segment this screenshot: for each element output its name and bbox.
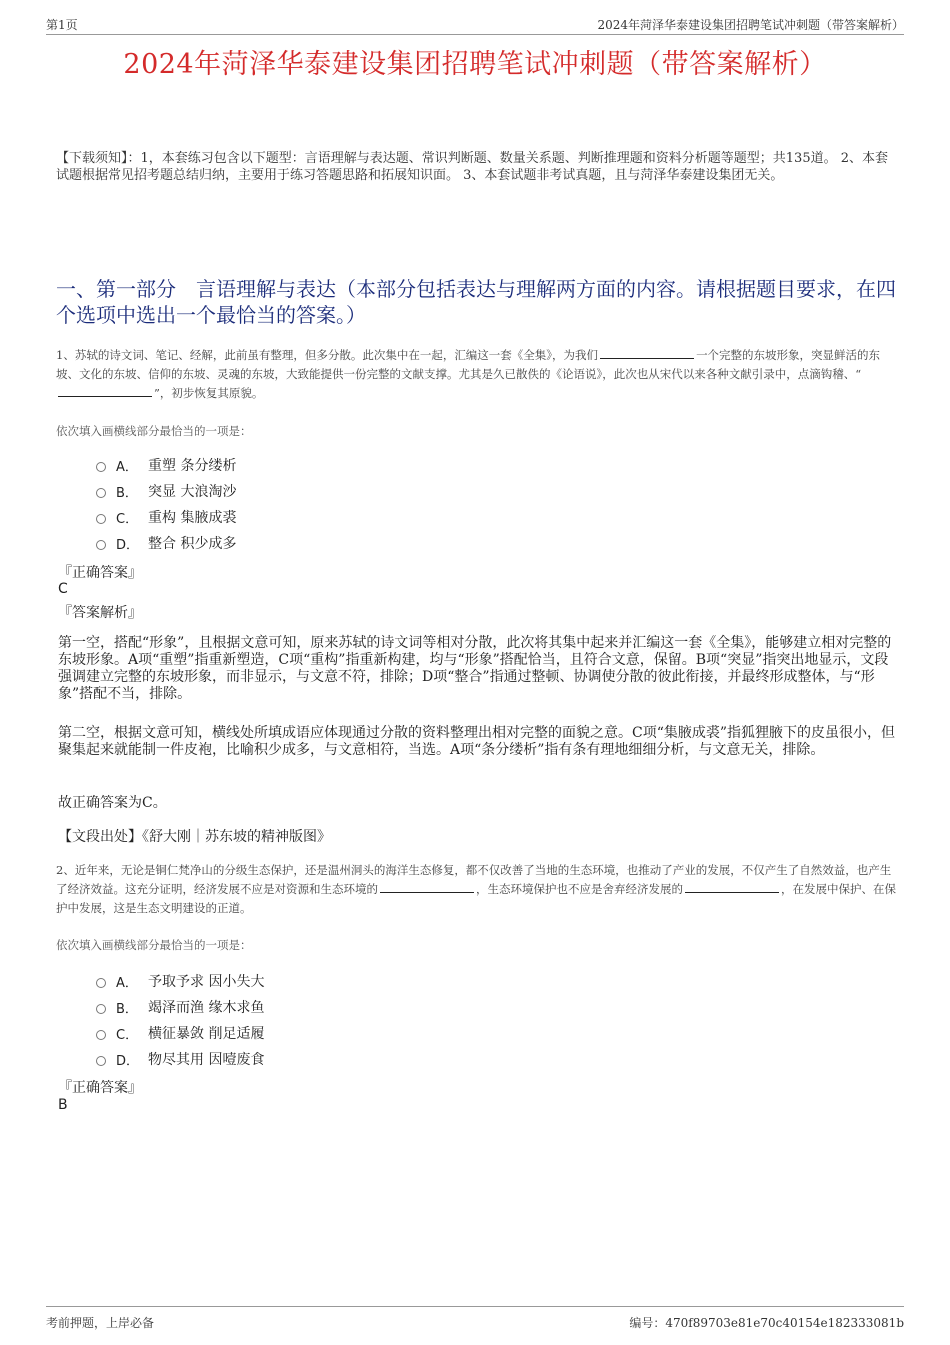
option-letter: A．	[116, 975, 138, 991]
option-a[interactable]	[96, 968, 264, 994]
header-doc-title: 2024年菏泽华泰建设集团招聘笔试冲刺题（带答案解析）	[597, 18, 904, 32]
option-text: 突显 大浪淘沙	[148, 484, 237, 500]
option-letter: B．	[116, 1001, 138, 1017]
fill-blank	[58, 384, 152, 397]
analysis-paragraph-1: 第一空，搭配“形象”，且根据文意可知，原来苏轼的诗文词等相对分散，此次将其集中起来并汇编这一套《全集》，能够建立相对完整的东坡形象。A项“重塑”指重新塑造，C项“重构”指重新构建，均与“形象”搭配恰当，且符合文意，保留。B项“突显”指突出地显示，文段强调建立完整的东坡形象，而非显示，与文意不符，排除；D项“整合”指通过整顿、协调使分散的彼此衔接，并最终形成整体，与“形象”搭配不当，排除。	[58, 635, 892, 702]
answer-label: 『正确答案』	[58, 565, 142, 581]
radio-icon[interactable]	[96, 978, 106, 988]
option-letter: D．	[116, 537, 140, 553]
option-letter: C．	[116, 1027, 139, 1043]
radio-icon[interactable]	[96, 514, 106, 524]
question-2-prompt: 依次填入画横线部分最恰当的一项是：	[56, 938, 252, 952]
option-b[interactable]	[96, 478, 236, 504]
option-text: 予取予求 因小失大	[148, 974, 265, 990]
stem-part: ，生态环境保护也不应是舍弃经济发展的	[476, 882, 683, 896]
option-letter: B．	[116, 485, 138, 501]
option-text: 整合 积少成多	[148, 536, 237, 552]
option-d[interactable]	[96, 530, 236, 556]
download-notice: 【下载须知】：1，本套练习包含以下题型：言语理解与表达题、常识判断题、数量关系题、判断推理题和资料分析题等题型；共135道。 2、本套试题根据常见招考题总结归纳，主要用于练习答题思路和拓展知识面。 3、本套试题非考试真题，且与菏泽华泰建设集团无关。	[56, 151, 888, 183]
analysis-conclusion: 故正确答案为C。	[58, 795, 167, 811]
stem-part: 一个完整的东坡形象，突显鲜活的东坡、文化的东坡、信仰的东坡、灵魂的东坡，大致能提供一份完整的文献支撑。尤其是久已散佚的《论语说》，此次也从宋代以来各种文献引录中，点滴钩稽、“	[56, 348, 881, 381]
analysis-label: 『答案解析』	[58, 605, 142, 621]
question-1-stem	[56, 346, 902, 403]
radio-icon[interactable]	[96, 1030, 106, 1040]
section-heading: 一、第一部分 言语理解与表达（本部分包括表达与理解两方面的内容。请根据题目要求，在四个选项中选出一个最恰当的答案。）	[56, 277, 896, 327]
fill-blank	[380, 880, 474, 893]
option-text: 物尽其用 因噎废食	[148, 1052, 265, 1068]
option-d[interactable]	[96, 1046, 264, 1072]
option-letter: C．	[116, 511, 139, 527]
source-citation: 【文段出处】《舒大刚｜苏东坡的精神版图》	[58, 829, 331, 845]
radio-icon[interactable]	[96, 1056, 106, 1066]
option-text: 重构 集腋成裘	[148, 510, 237, 526]
answer-label: 『正确答案』	[58, 1080, 142, 1096]
radio-icon[interactable]	[96, 1004, 106, 1014]
stem-part: ，在发展中保护、在保护中发展，这是生态文明建设的正道。	[56, 882, 896, 915]
page-footer	[46, 1306, 904, 1331]
option-letter: D．	[116, 1053, 140, 1069]
document-title: 2024年菏泽华泰建设集团招聘笔试冲刺题（带答案解析）	[123, 49, 827, 80]
page-header	[46, 14, 904, 35]
page-number: 第1页	[46, 18, 78, 32]
radio-icon[interactable]	[96, 488, 106, 498]
option-a[interactable]	[96, 452, 236, 478]
stem-part: ”，初步恢复其原貌。	[154, 386, 264, 400]
fill-blank	[685, 880, 779, 893]
option-text: 重塑 条分缕析	[148, 458, 237, 474]
option-letter: A．	[116, 459, 138, 475]
question-2-stem	[56, 861, 902, 918]
question-2-options	[96, 968, 264, 1072]
correct-answer: C	[58, 581, 68, 597]
option-c[interactable]	[96, 504, 236, 530]
footer-slogan: 考前押题，上岸必备	[46, 1316, 155, 1330]
stem-part: 2、近年来，无论是铜仁梵净山的分级生态保护，还是温州洞头的海洋生态修复，都不仅改善了当地的生态环境，也推动了产业的发展，不仅产生了自然效益，也产生了经济效益。这充分证明，经济发展不应是对资源和生态环境的	[56, 863, 892, 896]
radio-icon[interactable]	[96, 462, 106, 472]
fill-blank	[600, 346, 694, 359]
question-1-options	[96, 452, 236, 556]
option-text: 竭泽而渔 缘木求鱼	[148, 1000, 265, 1016]
footer-serial: 编号：470f89703e81e70c40154e182333081b	[629, 1316, 904, 1330]
option-text: 横征暴敛 削足适履	[148, 1026, 265, 1042]
correct-answer: B	[58, 1097, 68, 1113]
stem-part: 1、苏轼的诗文词、笔记、经解，此前虽有整理，但多分散。此次集中在一起，汇编这一套《全集》，为我们	[56, 348, 599, 362]
question-1-prompt: 依次填入画横线部分最恰当的一项是：	[56, 424, 252, 438]
analysis-paragraph-2: 第二空，根据文意可知，横线处所填成语应体现通过分散的资料整理出相对完整的面貌之意。C项“集腋成裘”指狐狸腋下的皮虽很小，但聚集起来就能制一件皮袍，比喻积少成多，与文意相符，当选。A项“条分缕析”指有条有理地细细分析，与文意无关，排除。	[58, 725, 896, 758]
option-c[interactable]	[96, 1020, 264, 1046]
option-b[interactable]	[96, 994, 264, 1020]
radio-icon[interactable]	[96, 540, 106, 550]
